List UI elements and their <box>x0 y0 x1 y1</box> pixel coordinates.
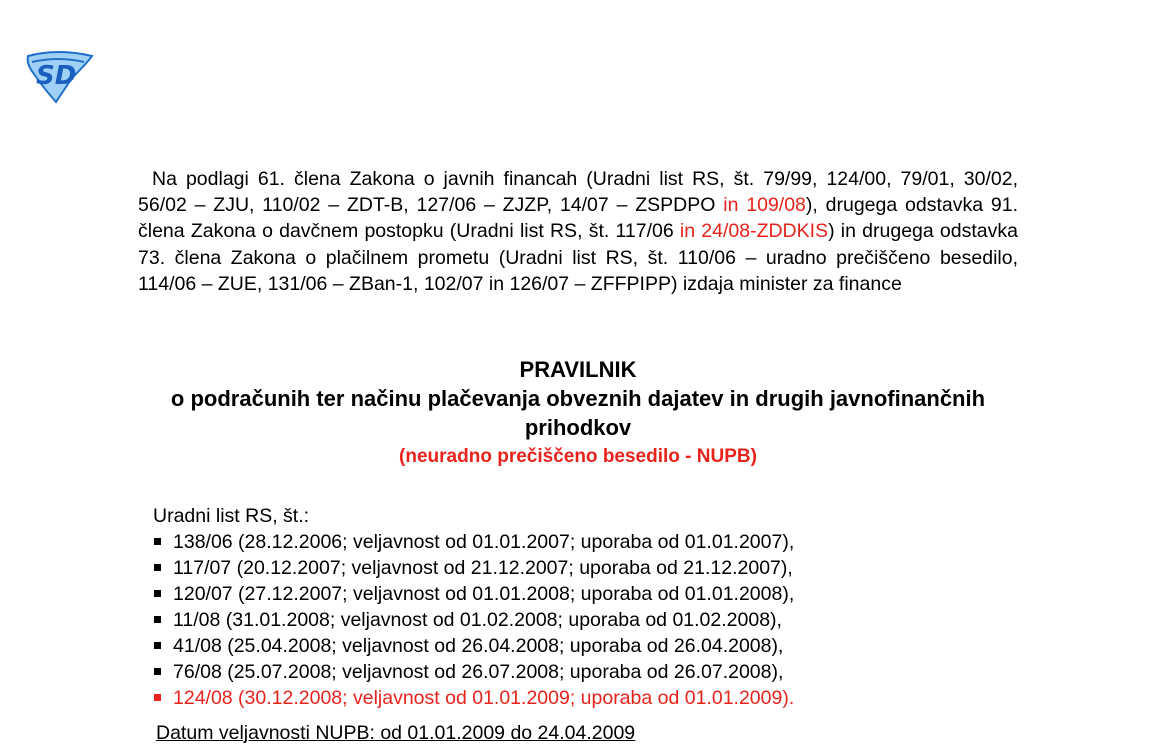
sd-shield-logo-icon <box>22 48 94 104</box>
gazette-label: Uradni list RS, št.: <box>153 505 310 527</box>
legal-basis-amendment-1: in 109/08 <box>723 194 806 217</box>
gazette-item-text: 138/06 (28.12.2006; veljavnost od 01.01.2007; uporaba od 01.01.2007), <box>173 531 795 553</box>
bullet-icon <box>154 538 161 545</box>
gazette-item-text: 11/08 (31.01.2008; veljavnost od 01.02.2008; uporaba od 01.02.2008), <box>173 609 782 631</box>
gazette-list-item <box>153 529 1013 555</box>
legal-basis-amendment-2: in 24/08-ZDDKIS <box>679 220 829 243</box>
gazette-list-item <box>153 633 1013 659</box>
gazette-list-item <box>153 581 1013 607</box>
legal-basis-paragraph <box>138 166 1018 297</box>
gazette-list <box>153 529 1013 711</box>
bullet-icon <box>154 668 161 675</box>
svg-text:SD: SD <box>36 61 77 91</box>
gazette-item-text: 117/07 (20.12.2007; veljavnost od 21.12.2007; uporaba od 21.12.2007), <box>173 557 793 579</box>
gazette-list-item <box>153 659 1013 685</box>
document-heading <box>138 355 1018 470</box>
gazette-item-text: 120/07 (27.12.2007; veljavnost od 01.01.2008; uporaba od 01.01.2008), <box>173 583 795 605</box>
bullet-icon <box>154 642 161 649</box>
unofficial-consolidation-note: (neuradno prečiščeno besedilo - NUPB) <box>399 446 757 467</box>
gazette-item-text: 76/08 (25.07.2008; veljavnost od 26.07.2008; uporaba od 26.07.2008), <box>173 661 784 683</box>
gazette-list-item <box>153 607 1013 633</box>
bullet-icon <box>154 564 161 571</box>
legal-basis-text-1: Na podlagi 61. člena Zakona o javnih financah (Uradni list RS, št. 79/99, 124/00, 79/01, 30/02, 56/02 – ZJU, 110/02 – ZDT-B, 127/06 – ZJZP, 14/07 – ZSPDPO <box>138 168 1018 217</box>
legal-basis-text-3: ) in drugega odstavka 73. člena Zakona o plačilnem prometu (Uradni list RS, št. 110/06 – uradno prečiščeno besedilo, 114/06 – ZUE, 131/06 – ZBan-1, 102/07 in 126/07 – ZFFPIPP) izdaja minister za finance <box>138 220 1018 295</box>
gazette-list-item <box>153 685 1013 711</box>
gazette-list-item <box>153 555 1013 581</box>
official-gazette-references <box>153 503 1013 711</box>
gazette-item-text: 41/08 (25.04.2008; veljavnost od 26.04.2008; uporaba od 26.04.2008), <box>173 635 784 657</box>
validity-date: Datum veljavnosti NUPB: od 01.01.2009 do 24.04.2009 <box>156 722 636 744</box>
bullet-icon <box>154 616 161 623</box>
bullet-icon <box>154 590 161 597</box>
document-subtitle: o podračunih ter načinu plačevanja obveznih dajatev in drugih javnofinančnih prihodkov <box>170 386 986 440</box>
document-title: PRAVILNIK <box>519 357 637 382</box>
gazette-item-text: 124/08 (30.12.2008; veljavnost od 01.01.2009; uporaba od 01.01.2009). <box>173 687 795 709</box>
legal-basis-text-2: ), drugega odstavka 91. člena Zakona o davčnem postopku (Uradni list RS, št. 117/06 <box>138 194 1018 243</box>
bullet-icon <box>154 694 161 701</box>
